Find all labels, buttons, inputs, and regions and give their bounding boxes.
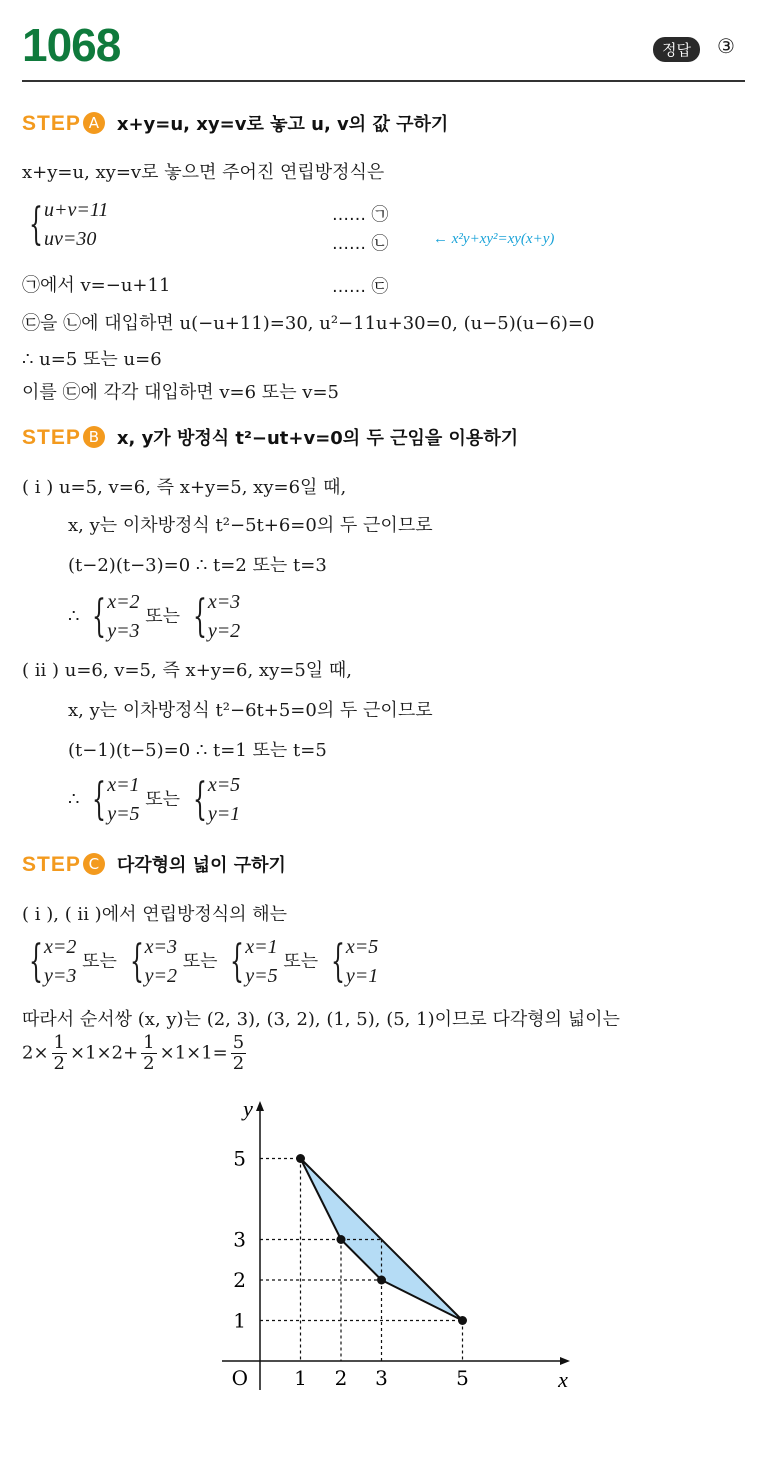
text-line: (t−2)(t−3)=0 ∴ t=2 또는 t=3 — [68, 555, 327, 576]
y-tick-label: 1 — [233, 1308, 246, 1333]
therefore-symbol: ∴ — [68, 606, 80, 627]
brace-icon: { — [129, 936, 144, 987]
equation: x=1 — [245, 936, 278, 958]
text-line: 따라서 순서쌍 (x, y)는 (2, 3), (3, 2), (1, 5), (5, 1)이므로 다각형의 넓이는 — [22, 1009, 620, 1030]
step-letter-badge: B — [83, 426, 105, 448]
text-line: ( i ) u=5, v=6, 즉 x+y=5, xy=6일 때, — [22, 477, 347, 498]
text-line: (t−1)(t−5)=0 ∴ t=1 또는 t=5 — [68, 740, 327, 761]
data-point — [337, 1235, 346, 1244]
text-line: ∴ u=5 또는 u=6 — [22, 349, 162, 370]
equation: y=2 — [144, 965, 177, 987]
expr: 2× — [22, 1042, 49, 1064]
y-tick-label: 3 — [233, 1227, 246, 1252]
step-title: 다각형의 넓이 구하기 — [116, 855, 286, 876]
equation: x=3 — [207, 591, 241, 613]
expr: ×1×2+ — [70, 1042, 139, 1064]
y-axis-arrow-icon — [256, 1101, 264, 1111]
problem-number: 1068 — [22, 19, 121, 71]
equation: y=5 — [245, 965, 278, 987]
equation: y=1 — [207, 803, 241, 825]
equation: uv=30 — [44, 228, 97, 250]
x-tick-label: 5 — [456, 1366, 469, 1390]
equation: y=1 — [345, 965, 379, 987]
step-letter-badge: C — [83, 853, 105, 875]
or-label: 또는 — [145, 789, 181, 810]
brace-icon: { — [92, 591, 107, 642]
equation: x=5 — [207, 774, 241, 796]
step-letter-badge: A — [83, 112, 105, 134]
answer-value: ③ — [717, 34, 735, 58]
fraction: $\frac{5}{2}$ — [232, 1032, 245, 1074]
text-line: x, y는 이차방정식 t²−5t+6=0의 두 근이므로 — [68, 515, 433, 536]
y-tick-label: 2 — [233, 1268, 246, 1292]
fraction: $\frac{1}{2}$ — [53, 1032, 65, 1074]
text-line: ( i ), ( ii )에서 연립방정식의 해는 — [22, 904, 288, 925]
equation: x=5 — [345, 936, 379, 958]
text-line: x, y는 이차방정식 t²−6t+5=0의 두 근이므로 — [68, 700, 433, 721]
equation-ref: …… ㉠ — [332, 205, 389, 225]
brace-icon: { — [29, 199, 43, 250]
or-label: 또는 — [283, 951, 319, 972]
step-label: STEP — [22, 112, 81, 135]
step-title: x+y=u, xy=v로 놓고 u, v의 값 구하기 — [116, 114, 449, 135]
or-label: 또는 — [145, 606, 181, 627]
factoring-note: ← x²y+xy²=xy(x+y) — [433, 231, 555, 247]
brace-icon: { — [230, 936, 245, 987]
x-tick-label: 2 — [334, 1366, 348, 1390]
brace-icon: { — [92, 774, 107, 825]
equation: y=3 — [44, 965, 77, 987]
equation-ref: …… ㉡ — [332, 234, 389, 254]
equation: y=5 — [107, 803, 140, 825]
equation: u+v=11 — [44, 199, 109, 221]
text-line: ( ii ) u=6, v=5, 즉 x+y=6, xy=5일 때, — [22, 660, 353, 681]
brace-icon: { — [192, 591, 207, 642]
x-axis-arrow-icon — [560, 1357, 570, 1365]
x-tick-label: 1 — [294, 1366, 307, 1390]
text-line: ㉢을 ㉡에 대입하면 u(−u+11)=30, u²−11u+30=0, (u−5)(u−6)=0 — [22, 313, 595, 334]
y-tick-label: 5 — [233, 1146, 246, 1171]
origin-label: O — [231, 1366, 248, 1390]
fraction: $\frac{1}{2}$ — [143, 1032, 155, 1074]
brace-icon: { — [192, 774, 207, 825]
therefore-symbol: ∴ — [68, 789, 80, 810]
text-line: x+y=u, xy=v로 놓으면 주어진 연립방정식은 — [22, 162, 385, 183]
step-title: x, y가 방정식 t²−ut+v=0의 두 근임을 이용하기 — [116, 428, 519, 449]
equation: y=3 — [107, 620, 140, 642]
equation: x=2 — [44, 936, 77, 958]
equation: y=2 — [207, 620, 241, 642]
data-point — [296, 1154, 305, 1163]
data-point — [377, 1276, 386, 1285]
or-label: 또는 — [82, 951, 117, 972]
x-tick-label: 3 — [375, 1366, 388, 1390]
step-label: STEP — [22, 853, 81, 876]
answer-badge: 정답 — [653, 37, 700, 62]
y-axis-label: y — [243, 1096, 253, 1121]
equation: x=3 — [144, 936, 177, 958]
or-label: 또는 — [182, 951, 218, 972]
brace-icon: { — [29, 936, 43, 987]
equation: x=2 — [107, 591, 140, 613]
equation-ref: …… ㉢ — [332, 277, 389, 297]
expr: ×1×1= — [159, 1042, 228, 1064]
brace-icon: { — [330, 936, 345, 987]
x-axis-label: x — [558, 1367, 568, 1392]
equation: x=1 — [107, 774, 140, 796]
text-line: 이를 ㉢에 각각 대입하면 v=6 또는 v=5 — [22, 382, 340, 403]
data-point — [458, 1316, 467, 1325]
step-label: STEP — [22, 426, 81, 449]
text-line: ㉠에서 v=−u+11 — [22, 275, 171, 296]
